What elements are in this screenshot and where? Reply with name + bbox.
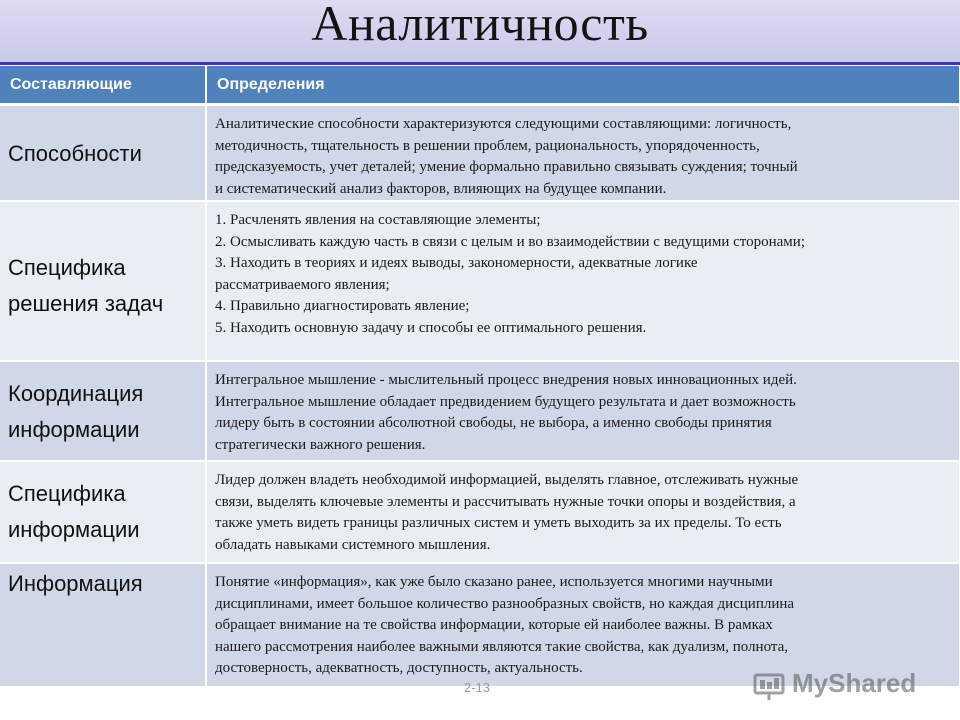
definition-line: 1. Расчленять явления на составляющие элементы; (215, 212, 541, 228)
definition-line: 2. Осмысливать каждую часть в связи с целым и во взаимодействии с ведущими сторонами; (215, 233, 805, 250)
definition-line: 5. Находить основную задачу и способы ее оптимального решения. (215, 319, 647, 336)
row-name-line: Информация (8, 571, 143, 596)
row-name (0, 461, 206, 563)
definition-line: нашего рассмотрения наиболее важными являются такие свойства, как дуализм, полнота, (215, 638, 789, 655)
slide-title: Аналитичность (311, 0, 649, 51)
row-name-line: Способности (8, 141, 142, 166)
watermark (750, 666, 930, 706)
row-name-line: решения задач (8, 291, 164, 316)
definition-line: предсказуемость, учет деталей; умение формально правильно связывать суждения; точный (215, 159, 798, 175)
definition-line: связи, выделять ключевые элементы и рассчитывать нужные точки опоры и воздействия, а (215, 493, 796, 510)
row-definition (206, 361, 960, 461)
row-name (0, 201, 206, 361)
row-name-line: информации (8, 417, 140, 442)
row-name-line: Специфика (8, 255, 126, 280)
definition-line: 3. Находить в теориях и идеях выводы, закономерности, адекватные логике (215, 255, 698, 271)
definition-line: также уметь видеть границы различных систем и уметь выходить за их пределы. То есть (215, 515, 782, 531)
definition-line: 4. Правильно диагностировать явление; (215, 298, 470, 314)
row-name (0, 105, 206, 202)
definition-line: обращает внимание на те свойства информации, которые ей наиболее важны. В рамках (215, 617, 773, 633)
definition-line: достоверность, адекватность, доступность, актуальность. (215, 660, 583, 676)
definition-line: стратегически важного решения. (215, 436, 426, 453)
definition-line: Интегральное мышление обладает предвидением будущего результата и дает возможность (215, 393, 796, 410)
header-definitions: Определения (206, 66, 960, 105)
row-definition (206, 105, 960, 202)
definition-line: методичность, тщательность в решении проблем, рациональность, упорядоченность, (215, 137, 760, 154)
definition-line: рассматриваемого явления; (215, 276, 390, 293)
definition-line: дисциплинами, имеет большое количество разнообразных свойств, но каждая дисциплина (215, 595, 795, 612)
row-name (0, 563, 206, 687)
row-definition (206, 201, 960, 361)
page-number: 2-13 (464, 680, 491, 695)
row-name-line: Координация (8, 381, 144, 406)
definition-line: и систематический анализ факторов, влияющих на будущее компании. (215, 180, 667, 197)
row-name (0, 361, 206, 461)
table-row-info-specifics (0, 461, 960, 563)
definitions-table (0, 66, 960, 688)
title-bar (0, 0, 960, 65)
definition-line: Лидер должен владеть необходимой информацией, выделять главное, отслеживать нужные (215, 472, 799, 488)
row-name-line: информации (8, 517, 140, 542)
definition-line: обладать навыками системного мышления. (215, 536, 491, 553)
row-name-line: Специфика (8, 481, 126, 506)
table-row-task-specifics (0, 201, 960, 361)
table-header-row (0, 66, 960, 105)
definition-line: Понятие «информация», как уже было сказано ранее, используется многими научными (215, 574, 773, 590)
header-components: Составляющие (0, 66, 206, 105)
watermark-text: MyShared (792, 668, 917, 698)
definition-line: Интегральное мышление - мыслительный процесс внедрения новых инновационных идей. (215, 372, 797, 388)
presentation-icon (750, 666, 788, 704)
definition-line: Аналитические способности характеризуются следующими составляющими: логичность, (215, 116, 792, 132)
table-row-info-coordination (0, 361, 960, 461)
definition-line: лидеру быть в состоянии абсолютной свободы, не выбора, а именно свободы принятия (215, 415, 772, 431)
row-definition (206, 461, 960, 563)
table-row-abilities (0, 105, 960, 202)
